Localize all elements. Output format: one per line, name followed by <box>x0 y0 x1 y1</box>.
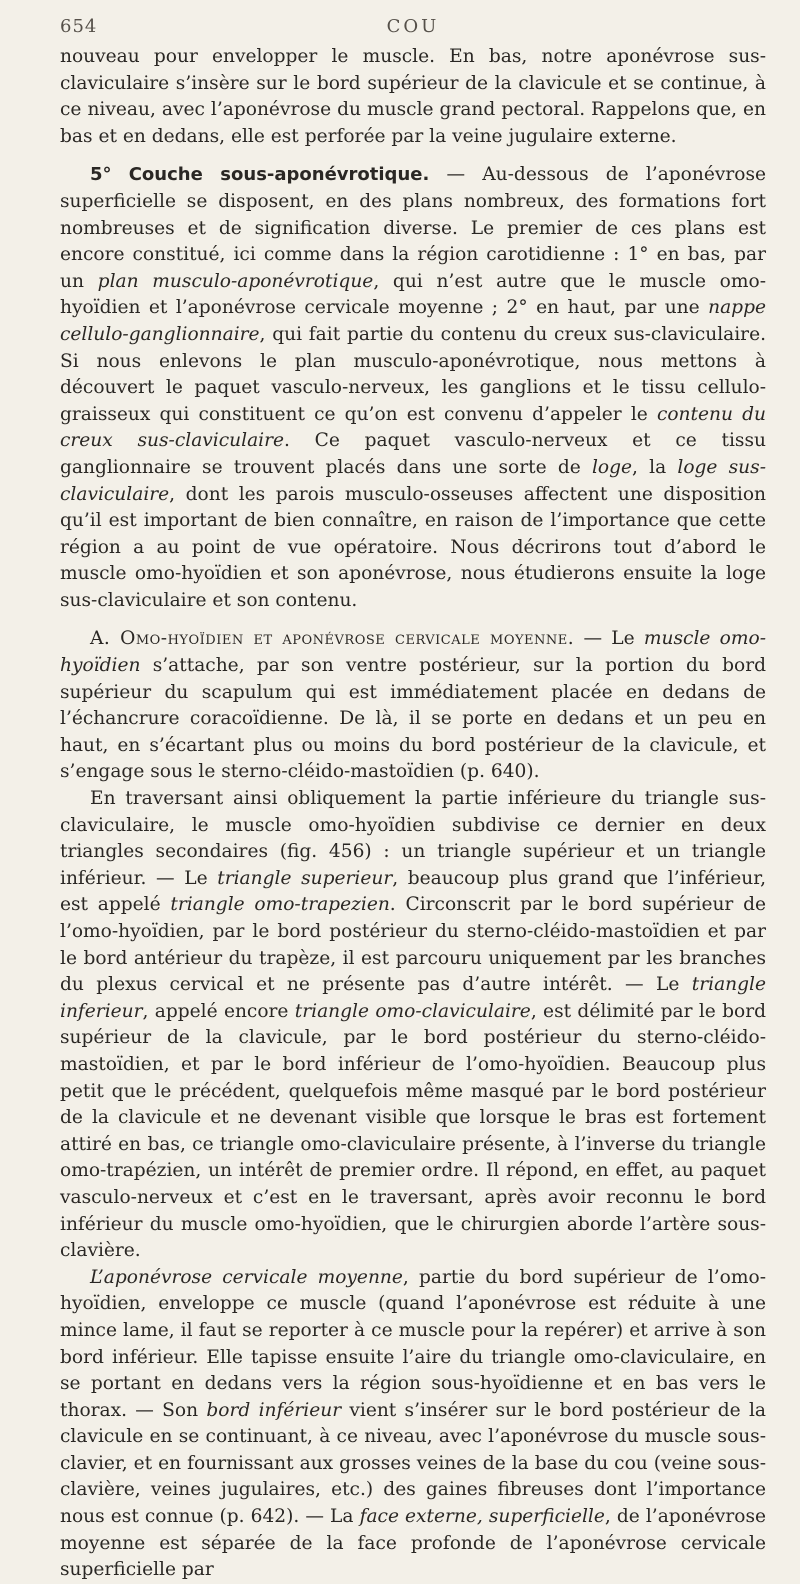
term: L’aponévrose cervicale moyenne <box>90 1266 403 1288</box>
term: face externe, superficielle <box>359 1506 605 1528</box>
term: nappe cellulo-ganglionnaire <box>60 297 766 345</box>
subsection-heading: A. Omo-hyoïdien et aponévrose cervicale moyenne. <box>90 628 575 650</box>
term: contenu du creux sus-claviculaire <box>60 403 766 452</box>
paragraph-1: nouveau pour envelopper le muscle. En bas, notre aponévrose sus-claviculaire s’insère sur le bord supérieur de la clavicule et se continue, à ce niveau, avec l’aponévrose du muscle grand pectoral. Rappelons que, en bas et en dedans, elle est perforée par la veine jugulaire externe. <box>60 46 766 147</box>
section-heading: Couche sous-aponévrotique. <box>128 164 430 186</box>
body-text <box>60 44 766 1584</box>
term: muscle omo-hyoïdien <box>60 628 766 677</box>
page-number: 654 <box>60 16 98 37</box>
term: bord inférieur <box>206 1399 342 1421</box>
term: triangle omo-claviculaire <box>294 1000 531 1022</box>
term: plan musculo-aponévrotique <box>97 270 374 292</box>
section-number: 5° <box>90 164 112 186</box>
paragraph-5: L’aponévrose cervicale moyenne, partie du bord supérieur de l’omo-hyoïdien, enveloppe ce muscle (quand l’aponévrose est réduite à une mince lame, il faut se reporter à ce muscle pour la repérer) et arrive à son bord inférieur. Elle tapisse ensuite l’aire du triangle omo-claviculaire, en se portant en dedans vers la région sous-hyoïdienne et en bas vers le thorax. — Son bord inférieur vient s’insérer sur le bord postérieur de la clavicule en se continuant, à ce niveau, avec l’aponévrose du muscle sous-clavier, et en fournissant aux grosses veines de la base du cou (veine sous-clavière, veines jugulaires, etc.) des gaines fibreuses dont l’importance nous est connue (p. 642). — La face externe, superficielle, de l’aponévrose moyenne est séparée de la face profonde de l’aponévrose cervicale superficielle par <box>60 1266 766 1581</box>
term: loge <box>591 456 632 478</box>
running-title: COU <box>386 16 440 37</box>
paragraph-4: En traversant ainsi obliquement la partie inférieure du triangle sus-claviculaire, le muscle omo-hyoïdien subdivise ce dernier en deux triangles secondaires (fig. 456) : un triangle supérieur et un triangle inférieur. — Le triangle superieur, beaucoup plus grand que l’inférieur, est appelé triangle omo-trapezien. Circonscrit par le bord supérieur de l’omo-hyoïdien, par le bord postérieur du sterno-cléido-mastoïdien et par le bord antérieur du trapèze, il est parcouru uniquement par les branches du plexus cervical et ne présente pas d’autre intérêt. — Le triangle inferieur, appelé encore triangle omo-claviculaire, est délimité par le bord supérieur de la clavicule, par le bord postérieur du sterno-cléido-mastoïdien, et par le bord inférieur de l’omo-hyoïdien. Beaucoup plus petit que le précédent, quelquefois même masqué par le bord postérieur de la clavicule et ne devenant visible que lorsque le bras est fortement attiré en bas, ce triangle omo-claviculaire présente, à l’inverse du triangle omo-trapézien, un intérêt de premier ordre. Il répond, en effet, au paquet vasculo-nerveux et c’est en le traversant, après avoir reconnu le bord inférieur du muscle omo-hyoïdien, que le chirurgien aborde l’artère sous-clavière. <box>60 788 767 1262</box>
term: triangle superieur <box>217 867 393 889</box>
term: triangle inferieur <box>60 974 766 1022</box>
term: loge sus-claviculaire <box>60 456 766 505</box>
running-header <box>60 0 766 44</box>
paragraph-3: A. Omo-hyoïdien et aponévrose cervicale moyenne. — Le muscle omo-hyoïdien s’attache, par son ventre postérieur, sur la portion du bord supérieur du scapulum qui est immédiatement placée en dedans de l’échancrure coracoïdienne. De là, il se porte en dedans et un peu en haut, en s’écartant plus ou moins du bord postérieur de la clavicule, et s’engage sous le sterno-cléido-mastoïdien (p. 640). <box>60 628 766 783</box>
term: triangle omo-trapezien <box>170 894 390 916</box>
paragraph-2: 5° Couche sous-aponévrotique. — Au-dessous de l’aponévrose superficielle se disposent, en des plans nombreux, des formations fort nombreuses et de signification diverse. Le premier de ces plans est encore constitué, ici comme dans la région carotidienne : 1° en bas, par un plan musculo-aponévrotique, qui n’est autre que le muscle omo-hyoïdien et l’aponévrose cervicale moyenne ; 2° en haut, par une nappe cellulo-ganglionnaire, qui fait partie du contenu du creux sus-claviculaire. Si nous enlevons le plan musculo-aponévrotique, nous mettons à découvert le paquet vasculo-nerveux, les ganglions et le tissu cellulo-graisseux qui constituent ce qu’on est convenu d’appeler le contenu du creux sus-claviculaire. Ce paquet vasculo-nerveux et ce tissu ganglionnaire se trouvent placés dans une sorte de loge, la loge sus-claviculaire, dont les parois musculo-osseuses affectent une disposition qu’il est important de bien connaître, en raison de l’importance que cette région a au point de vue opératoire. Nous décrirons tout d’abord le muscle omo-hyoïdien et son aponévrose, nous étudierons ensuite la loge sus-claviculaire et son contenu. <box>60 164 766 611</box>
